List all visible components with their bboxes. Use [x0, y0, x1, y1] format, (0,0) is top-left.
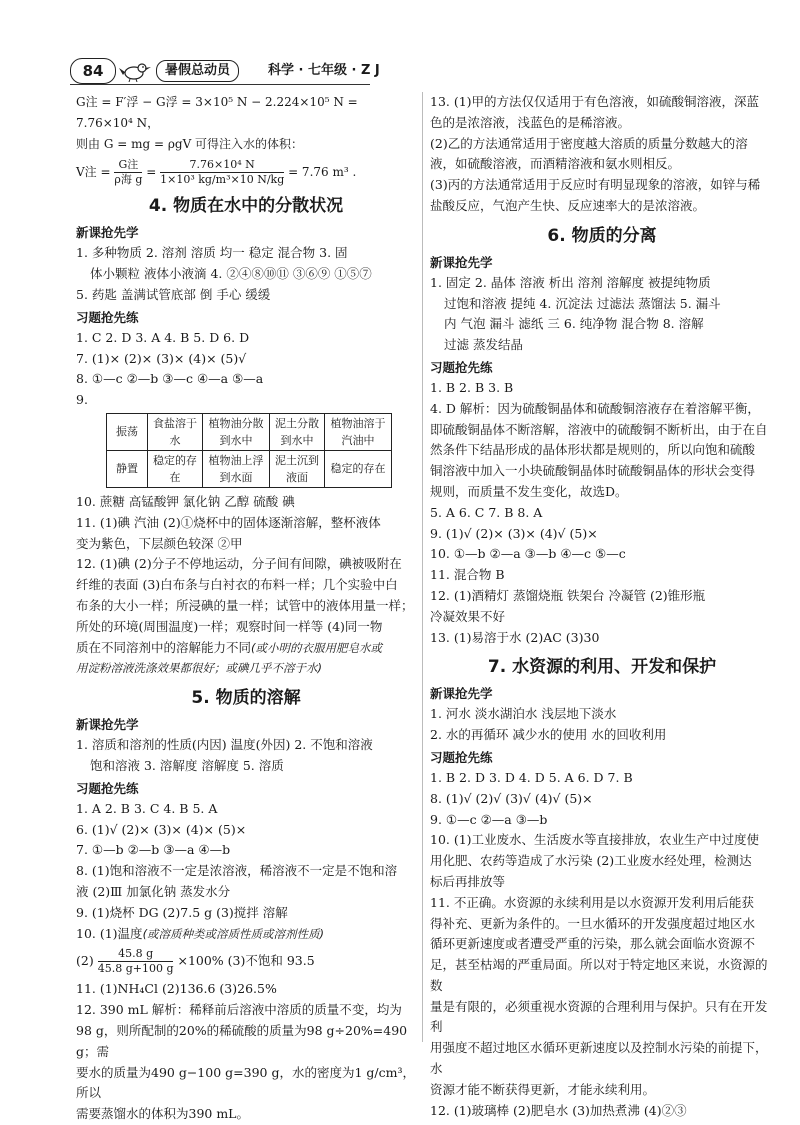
answer-line: 需要蒸馏水的体积为390 mL。 — [76, 1106, 249, 1122]
table-cell: 食盐溶于水 — [148, 413, 203, 450]
answer-line: 12. (1)酒精灯 蒸馏烧瓶 铁架台 冷凝管 (2)锥形瓶 — [430, 587, 706, 603]
table-cell: 稳定的存在 — [148, 450, 203, 487]
answer-line: 盐酸反应，气泡产生快、反应速率大的是浓溶液。 — [430, 197, 706, 213]
answer-line: 内 气泡 漏斗 滤纸 三 6. 纯净物 混合物 8. 溶解 — [444, 316, 704, 332]
answer-line: 用强度不超过地区水循环更新速度以及控制水污染的前提下，水 — [430, 1040, 768, 1077]
answer-line: 5. A 6. C 7. B 8. A — [430, 504, 543, 520]
answer-line: 所处的环境(周围温度)一样；观察时间一样等 (4)同一物 — [76, 618, 383, 634]
table-cell: 泥土分散到水中 — [270, 413, 325, 450]
answer-line: 资源才能不断获得更新，才能永续利用。 — [430, 1081, 656, 1097]
fraction-denominator: 1×10³ kg/m³×10 N/kg — [160, 173, 285, 187]
answer-line: 11. (1)NH₄Cl (2)136.6 (3)26.5% — [76, 981, 277, 997]
table-cell: 泥土沉到液面 — [270, 450, 325, 487]
section-title: 5. 物质的溶解 — [191, 688, 301, 709]
text-line: G注 = F′浮 − G浮 = 3×10⁵ N − 2.224×10⁵ N = 7.76×10⁴ N， — [76, 95, 358, 130]
fraction-numerator: G注 — [114, 158, 142, 173]
answer-line: 9. — [76, 392, 88, 408]
answer-line: 色的是浓溶液，浅蓝色的是稀溶液。 — [430, 114, 631, 130]
answer-line: 液，如硫酸溶液，而酒精溶液和氨水则相反。 — [430, 156, 681, 172]
column-divider — [422, 92, 423, 1042]
answer-line: 12. (1)碘 (2)分子不停地运动，分子间有间隙，碘被吸附在 — [76, 556, 402, 572]
answer-text: (2) — [76, 953, 94, 969]
subsection-heading: 新课抢先学 — [76, 717, 139, 733]
answer-line: 4. D 解析：因为硫酸铜晶体和硫酸铜溶液存在着溶解平衡， — [430, 400, 760, 416]
fraction — [98, 947, 174, 976]
answer-line: 9. ①—c ②—a ③—b — [430, 811, 548, 827]
subject-label: 科学 · 七年级 · Z J — [268, 63, 380, 78]
right-column — [430, 92, 774, 1121]
answer-line: 9. (1)烧杯 DG (2)7.5 g (3)搅拌 溶解 — [76, 904, 288, 920]
answer-line: 1. 溶质和溶剂的性质(内因) 温度(外因) 2. 不饱和溶液 — [76, 737, 373, 753]
answer-line: (2)乙的方法通常适用于密度越大溶质的质量分数越大的溶 — [430, 135, 748, 151]
answer-line: 然条件下结晶形成的晶体形状都是规则的，所以向饱和硫酸 — [430, 442, 756, 458]
table-cell: 静置 — [107, 450, 148, 487]
answer-line: 1. A 2. B 3. C 4. B 5. A — [76, 800, 218, 816]
section-title: 7. 水资源的利用、开发和保护 — [487, 657, 717, 678]
formula-equals: = — [146, 165, 157, 180]
handwritten-note: (或溶质种类或溶质性质或溶剂性质) — [142, 926, 325, 941]
answer-line: 6. (1)√ (2)× (3)× (4)× (5)× — [76, 821, 247, 837]
bird-mascot-icon — [118, 60, 152, 82]
answer-line: 布条的大小一样；所浸碘的量一样；试管中的液体用量一样； — [76, 597, 414, 613]
table-row — [107, 413, 392, 450]
dispersion-table — [106, 413, 392, 488]
table-row — [107, 450, 392, 487]
table-cell: 振荡 — [107, 413, 148, 450]
answer-line: 8. (1)√ (2)√ (3)√ (4)√ (5)× — [430, 790, 593, 806]
answer-text: 质在不同溶剂中的溶解能力不同 — [76, 639, 252, 655]
subsection-heading: 新课抢先学 — [76, 225, 139, 241]
formula-result: = 7.76 m³ . — [288, 165, 357, 180]
fraction-numerator: 7.76×10⁴ N — [160, 158, 284, 173]
answer-line — [76, 947, 416, 976]
answer-line: 2. 水的再循环 减少水的使用 水的回收利用 — [430, 727, 667, 743]
text-line: 则由 G = mg = ρgV 可得注入水的体积： — [76, 136, 304, 151]
answer-line: 13. (1)甲的方法仅仅适用于有色溶液，如硫酸铜溶液，深蓝 — [430, 94, 760, 109]
answer-line: 11. 混合物 B — [430, 567, 505, 583]
answer-line: 过滤 蒸发结晶 — [444, 337, 523, 353]
fraction-denominator: 45.8 g+100 g — [97, 962, 174, 976]
answer-line: 5. 药匙 盖满试管底部 倒 手心 缓缓 — [76, 286, 271, 302]
answer-line: 98 g，则所配制的20%的稀硫酸的质量为98 g÷20%=490 g；需 — [76, 1022, 408, 1059]
answer-text: 10. (1)温度 — [76, 925, 143, 941]
table-cell: 植物油溶于汽油中 — [325, 413, 392, 450]
answer-line: 得补充、更新为条件的。一旦水循环的开发强度超过地区水 — [430, 915, 756, 931]
page-header — [70, 58, 380, 84]
answer-line: 8. ①—c ②—b ③—c ④—a ⑤—a — [76, 371, 264, 387]
subsection-heading: 习题抢先练 — [430, 749, 493, 765]
answer-line: 液 (2)Ⅲ 加氯化钠 蒸发水分 — [76, 883, 231, 899]
handwritten-note: (或小明的衣服用肥皂水或 — [251, 640, 383, 655]
answer-line: 8. (1)饱和溶液不一定是浓溶液，稀溶液不一定是不饱和溶 — [76, 863, 398, 879]
answer-line: 11. 不正确。水资源的永续利用是以水资源开发利用后能获 — [430, 894, 754, 910]
series-title: 暑假总动员 — [156, 60, 239, 82]
handwritten-note: 用淀粉溶液洗涤效果都很好；或碘几乎不溶于水) — [76, 661, 322, 676]
volume-formula — [76, 158, 416, 187]
answer-line — [76, 638, 416, 659]
answer-line: 饱和溶液 3. 溶解度 溶解度 5. 溶质 — [90, 757, 284, 773]
answer-line: 即硫酸铜晶体不断溶解，溶液中的硫酸铜不断析出，由于在自 — [430, 421, 768, 437]
answer-line: 循环更新速度或者遭受严重的污染，那么就会面临水资源不 — [430, 936, 756, 952]
answer-line: 11. (1)碘 汽油 (2)①烧杯中的固体逐渐溶解，整杯液体 — [76, 514, 381, 530]
answer-line: 量是有限的，必须重视水资源的合理利用与保护。只有在开发利 — [430, 998, 768, 1035]
answer-line: 纤维的表面 (3)白布条与白衬衣的布料一样；几个实验中白 — [76, 577, 398, 593]
answer-line: 用化肥、农药等造成了水污染 (2)工业废水经处理，检测达 — [430, 853, 752, 869]
answer-line: 1. 固定 2. 晶体 溶液 析出 溶剂 溶解度 被提纯物质 — [430, 274, 711, 290]
page-number: 84 — [70, 58, 116, 84]
table-cell: 植物油分散到水中 — [203, 413, 270, 450]
answer-line — [76, 924, 416, 945]
answer-line: 13. (1)易溶于水 (2)AC (3)30 — [430, 629, 600, 645]
answer-line: 1. 多种物质 2. 溶剂 溶质 均一 稳定 混合物 3. 固 — [76, 245, 348, 261]
answer-line: (3)丙的方法通常适用于反应时有明显现象的溶液，如锌与稀 — [430, 177, 761, 193]
answer-line: 10. (1)工业废水、生活废水等直接排放，农业生产中过度使 — [430, 832, 760, 848]
answer-line: 7. (1)× (2)× (3)× (4)× (5)√ — [76, 350, 247, 366]
answer-line: 1. B 2. B 3. B — [430, 379, 514, 395]
table-cell: 植物油上浮到水面 — [203, 450, 270, 487]
section-title: 4. 物质在水中的分散状况 — [148, 196, 344, 217]
answer-line: 过饱和溶液 提纯 4. 沉淀法 过滤法 蒸馏法 5. 漏斗 — [444, 295, 721, 311]
answer-line: 要水的质量为490 g−100 g=390 g，水的密度为1 g/cm³，所以 — [76, 1064, 415, 1101]
answer-line: 9. (1)√ (2)× (3)× (4)√ (5)× — [430, 525, 598, 541]
subsection-heading: 习题抢先练 — [76, 780, 139, 796]
subsection-heading: 新课抢先学 — [430, 686, 493, 702]
answer-line: 规则，而质量不发生变化，故选D。 — [430, 483, 628, 499]
answer-line: 1. B 2. D 3. D 4. D 5. A 6. D 7. B — [430, 769, 633, 785]
answer-line: 12. 390 mL 解析：稀释前后溶液中溶质的质量不变，均为 — [76, 1002, 402, 1018]
answer-text: ×100% (3)不饱和 93.5 — [177, 953, 315, 969]
answer-line: 12. (1)玻璃棒 (2)肥皂水 (3)加热煮沸 (4)②③ — [430, 1102, 687, 1118]
subsection-heading: 习题抢先练 — [430, 359, 493, 375]
answer-line: 铜溶液中加入一小块硫酸铜晶体时硫酸铜晶体的形状会变得 — [430, 463, 756, 479]
fraction — [160, 158, 284, 187]
formula-lhs: V注 = — [76, 165, 111, 180]
left-column — [76, 92, 416, 1125]
answer-line: 足，甚至枯竭的严重局面。所以对于特定地区来说，水资源的数 — [430, 957, 768, 993]
fraction — [114, 158, 142, 187]
answer-line: 1. C 2. D 3. A 4. B 5. D 6. D — [76, 329, 250, 345]
answer-line: 体小颗粒 液体小液滴 4. ②④⑧⑩⑪ ③⑥⑨ ①⑤⑦ — [90, 266, 372, 282]
answer-line: 10. 蔗糖 高锰酸钾 氯化钠 乙醇 硫酸 碘 — [76, 493, 295, 509]
header-rule — [70, 84, 370, 85]
fraction-denominator: ρ海 g — [114, 173, 143, 187]
answer-line: 1. 河水 淡水湖泊水 浅层地下淡水 — [430, 706, 617, 722]
subsection-heading: 习题抢先练 — [76, 309, 139, 325]
section-title: 6. 物质的分离 — [547, 225, 657, 246]
subsection-heading: 新课抢先学 — [430, 254, 493, 270]
answer-line: 7. ①—b ②—b ③—a ④—b — [76, 842, 231, 858]
answer-line: 冷凝效果不好 — [430, 608, 506, 624]
answer-line: 变为紫色，下层颜色较深 ②甲 — [76, 535, 243, 551]
answer-line: 标后再排放等 — [430, 873, 506, 889]
fraction-numerator: 45.8 g — [98, 947, 174, 962]
table-cell: 稳定的存在 — [325, 450, 392, 487]
answer-line: 10. ①—b ②—a ③—b ④—c ⑤—c — [430, 546, 626, 562]
